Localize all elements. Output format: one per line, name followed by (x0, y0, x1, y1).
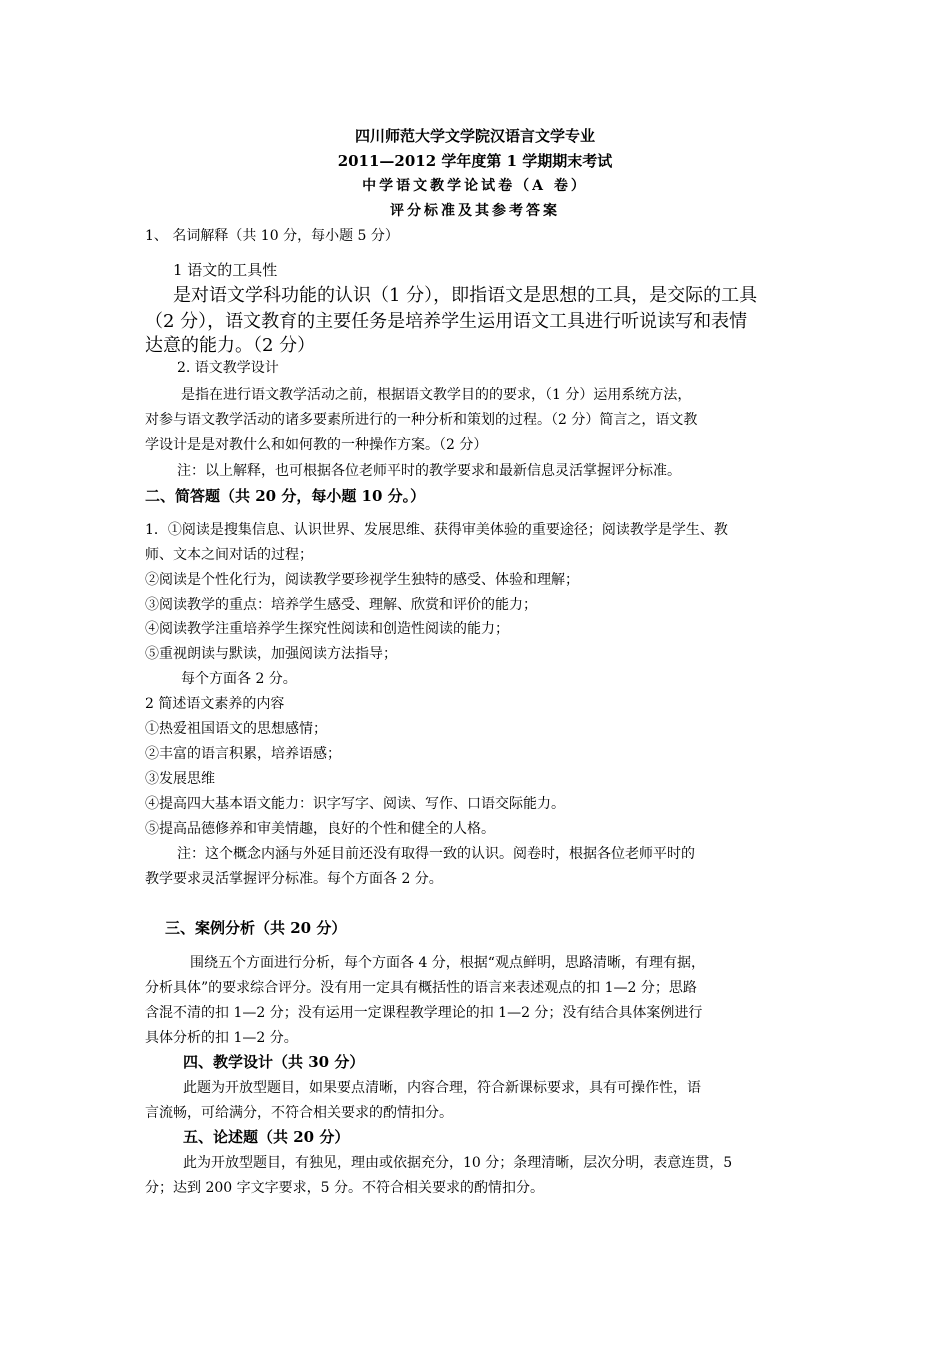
section3-heading: 三、案例分析（共 20 分） (165, 919, 347, 937)
term1-line: 达意的能力。（2 分） (145, 335, 316, 356)
section2-note: 教学要求灵活掌握评分标准。每个方面各 2 分。 (145, 871, 443, 887)
section2-note: 注：这个概念内涵与外延目前还没有取得一致的认识。阅卷时，根据各位老师平时的 (177, 846, 695, 862)
section4-heading: 四、教学设计（共 30 分） (183, 1053, 365, 1071)
term1-title: 1 语文的工具性 (173, 261, 278, 279)
section4-line: 此题为开放型题目，如果要点清晰，内容合理，符合新课标要求，具有可操作性，语 (183, 1080, 701, 1096)
header-term: 2011—2012 学年度第 1 学期期末考试 (337, 152, 613, 170)
q2-line: ③发展思维 (145, 771, 215, 787)
section3-line: 围绕五个方面进行分析，每个方面各 4 分，根据“观点鲜明，思路清晰，有理有据， (190, 955, 705, 971)
q2-line: ②丰富的语言积累，培养语感； (145, 746, 341, 762)
term1-line: （2 分），语文教育的主要任务是培养学生运用语文工具进行听说读写和表情 (145, 311, 748, 332)
q2-line: ⑤提高品德修养和审美情趣，良好的个性和健全的人格。 (145, 821, 495, 837)
q1-line: ④阅读教学注重培养学生探究性阅读和创造性阅读的能力； (145, 621, 509, 637)
section3-line: 具体分析的扣 1—2 分。 (145, 1030, 298, 1046)
q1-line: 1．①阅读是搜集信息、认识世界、发展思维、获得审美体验的重要途径；阅读教学是学生、教 (145, 522, 728, 538)
q1-score: 每个方面各 2 分。 (181, 671, 297, 687)
term1-line: 是对语文学科功能的认识（1 分），即指语文是思想的工具，是交际的工具 (173, 285, 758, 306)
header-subtitle: 评分标准及其参考答案 (390, 203, 560, 219)
header-university: 四川师范大学文学院汉语言文学专业 (354, 127, 595, 145)
q1-line: 师、文本之间对话的过程； (145, 547, 313, 563)
q2-title: 2 简述语文素养的内容 (145, 696, 285, 712)
header-course: 中学语文教学论试卷（A 卷） (362, 178, 588, 194)
q1-line: ②阅读是个性化行为，阅读教学要珍视学生独特的感受、体验和理解； (145, 572, 579, 588)
q2-line: ①热爱祖国语文的思想感情； (145, 721, 327, 737)
term2-line: 对参与语文教学活动的诸多要素所进行的一种分析和策划的过程。（2 分）简言之，语文教 (145, 412, 698, 428)
section5-line: 分；达到 200 字文字要求，5 分。不符合相关要求的酌情扣分。 (145, 1180, 544, 1196)
term2-line: 是指在进行语文教学活动之前，根据语文教学目的的要求，（1 分）运用系统方法， (181, 387, 692, 403)
q1-line: ⑤重视朗读与默读，加强阅读方法指导； (145, 646, 397, 662)
section1-note: 注：以上解释，也可根据各位老师平时的教学要求和最新信息灵活掌握评分标准。 (177, 463, 681, 479)
term2-line: 学设计是是对教什么和如何教的一种操作方案。（2 分） (145, 437, 488, 453)
section2-heading: 二、简答题（共 20 分，每小题 10 分。） (145, 487, 426, 505)
term2-title: 2. 语文教学设计 (177, 360, 279, 376)
section1-heading: 1、 名词解释（共 10 分，每小题 5 分） (145, 228, 399, 244)
q2-line: ④提高四大基本语文能力：识字写字、阅读、写作、口语交际能力。 (145, 796, 565, 812)
section3-line: 含混不清的扣 1—2 分；没有运用一定课程教学理论的扣 1—2 分；没有结合具体案例进行 (145, 1005, 703, 1021)
section3-line: 分析具体”的要求综合评分。没有用一定具有概括性的语言来表述观点的扣 1—2 分；思路 (145, 980, 697, 996)
section5-line: 此为开放型题目，有独见，理由或依据充分，10 分；条理清晰，层次分明，表意连贯，5 (183, 1155, 733, 1171)
q1-line: ③阅读教学的重点：培养学生感受、理解、欣赏和评价的能力； (145, 597, 537, 613)
section5-heading: 五、论述题（共 20 分） (183, 1128, 350, 1146)
section4-line: 言流畅，可给满分，不符合相关要求的酌情扣分。 (145, 1105, 453, 1121)
